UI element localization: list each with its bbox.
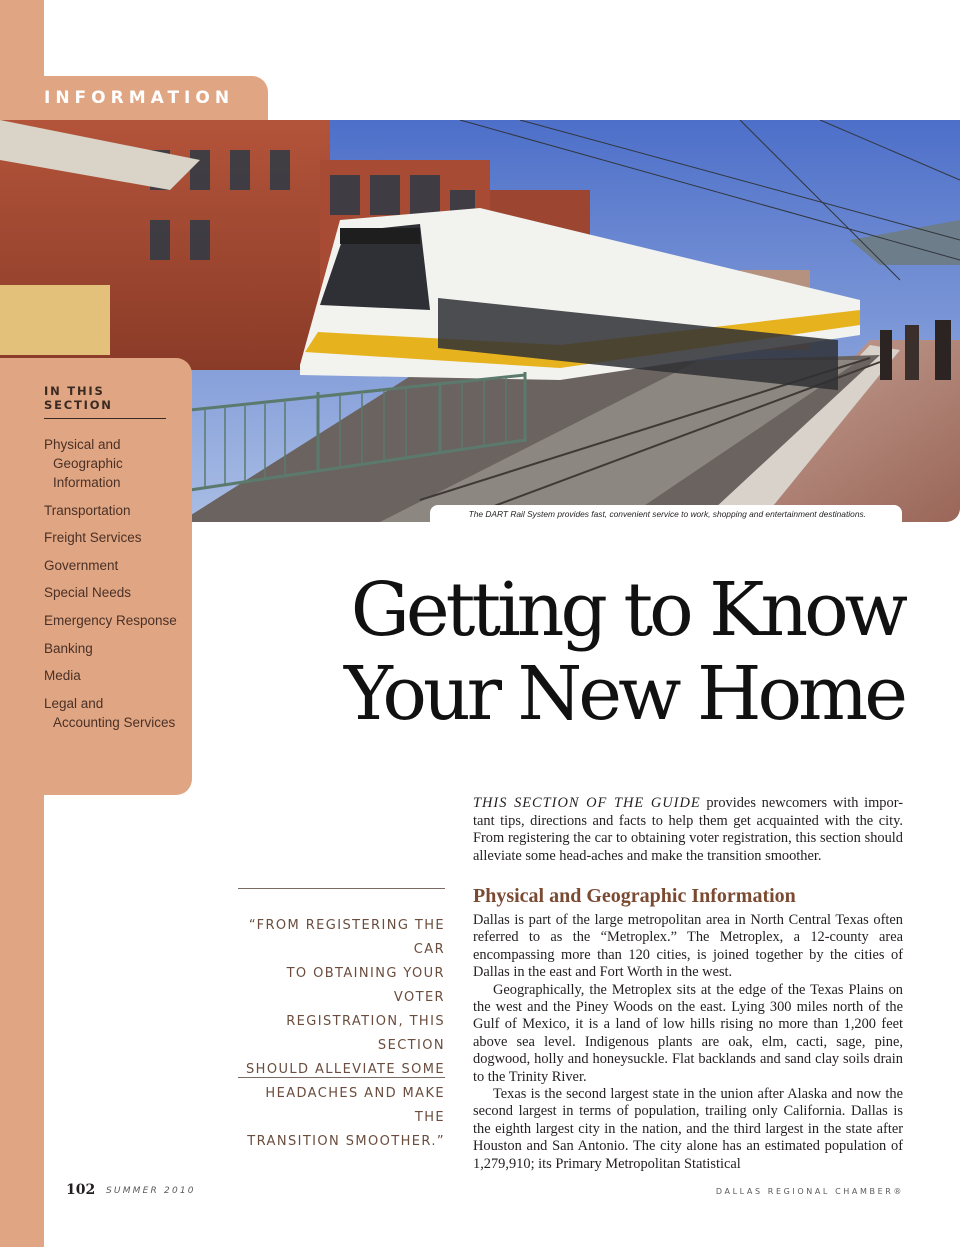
sidebar-item-media[interactable]: Media [44, 668, 81, 684]
sidebar-item-legal-accounting[interactable] [44, 694, 192, 732]
pullquote-line: SHOULD ALLEVIATE SOME [246, 1062, 445, 1077]
issue-label: SUMMER 2010 [106, 1186, 196, 1196]
pullquote-bottom-rule [238, 1077, 445, 1078]
pullquote-line: HEADACHES AND MAKE THE [265, 1086, 445, 1125]
sidebar-item-banking[interactable]: Banking [44, 640, 93, 656]
publisher-label: DALLAS REGIONAL CHAMBER® [715, 1187, 904, 1196]
pullquote-line: TO OBTAINING YOUR VOTER [286, 966, 445, 1005]
pullquote-top-rule [238, 888, 445, 889]
sidebar-list [44, 435, 192, 732]
sidebar-item-label: Information [53, 475, 121, 490]
article-paragraph: Texas is the second largest state in the union after Alaska and now the second largest in terms of population, trailing only California. Dallas is the eighth largest city in the nation, and the third largest in the state after Houston and San Antonio. The city alone has an estimated population of 1,279,910; its Primary Metropolitan Statistical [473, 1086, 903, 1172]
sidebar-heading: IN THIS SECTION [44, 384, 166, 419]
intro-text: provides newcomers with impor-tant tips, directions and facts to help them get acquainted with the city. From registering the car to obtaining voter registration, this section should alleviate some head-aches and make the transition smoother. [473, 795, 903, 864]
sidebar-item-transportation[interactable]: Transportation [44, 502, 131, 518]
page-title-line-1: Getting to Know [350, 567, 904, 653]
pullquote [230, 914, 445, 1154]
sidebar-item-label: Legal and [44, 695, 104, 711]
photo-caption: The DART Rail System provides fast, convenient service to work, shopping and entertainment destinations. [430, 505, 902, 523]
sidebar-item-special-needs[interactable]: Special Needs [44, 585, 132, 601]
sidebar-item-government[interactable]: Government [44, 557, 119, 573]
in-this-section-sidebar [0, 358, 192, 795]
sidebar-item-label: Physical and [44, 437, 121, 452]
pullquote-line: REGISTRATION, THIS SECTION [286, 1014, 445, 1053]
page-title-line-2: Your New Home [344, 651, 904, 737]
section-tab [0, 76, 268, 120]
pullquote-line: TRANSITION SMOOTHER.” [247, 1134, 445, 1149]
page-title [344, 568, 904, 736]
article-paragraph: Geographically, the Metroplex sits at the edge of the Texas Plains on the west and the Piney Woods on the east. Lying 300 miles north of the Gulf of Mexico, it is a land of low hills rising no more than 1,200 feet above sea level. Indigenous plants are oak, elm, cacti, sage, pine, dogwood, holly and honeysuckle. Flat backlands and sand clay soils drain to the Trinity River. [473, 981, 903, 1085]
intro-lead: THIS SECTION OF THE GUIDE [473, 795, 701, 811]
pullquote-line: “FROM REGISTERING THE CAR [248, 918, 445, 957]
article-paragraph: Dallas is part of the large metropolitan area in North Central Texas often referred to as the “Metroplex.” The Metroplex, a 12-county area encompassing more than 120 cities, is joined together by the cities of Dallas in the east and Fort Worth in the west. [473, 912, 903, 981]
article-body [473, 912, 903, 1173]
section-tab-label: INFORMATION [44, 88, 235, 108]
sidebar-item-label: Accounting Services [53, 714, 176, 730]
intro-paragraph [473, 795, 903, 865]
sidebar-item-freight-services[interactable]: Freight Services [44, 530, 142, 546]
article-heading: Physical and Geographic Information [473, 885, 796, 907]
sidebar-item-physical-geographic[interactable] [44, 435, 192, 492]
sidebar-item-emergency-response[interactable]: Emergency Response [44, 612, 177, 628]
page-number: 102 [66, 1182, 96, 1198]
sidebar-item-label: Geographic [53, 456, 123, 471]
